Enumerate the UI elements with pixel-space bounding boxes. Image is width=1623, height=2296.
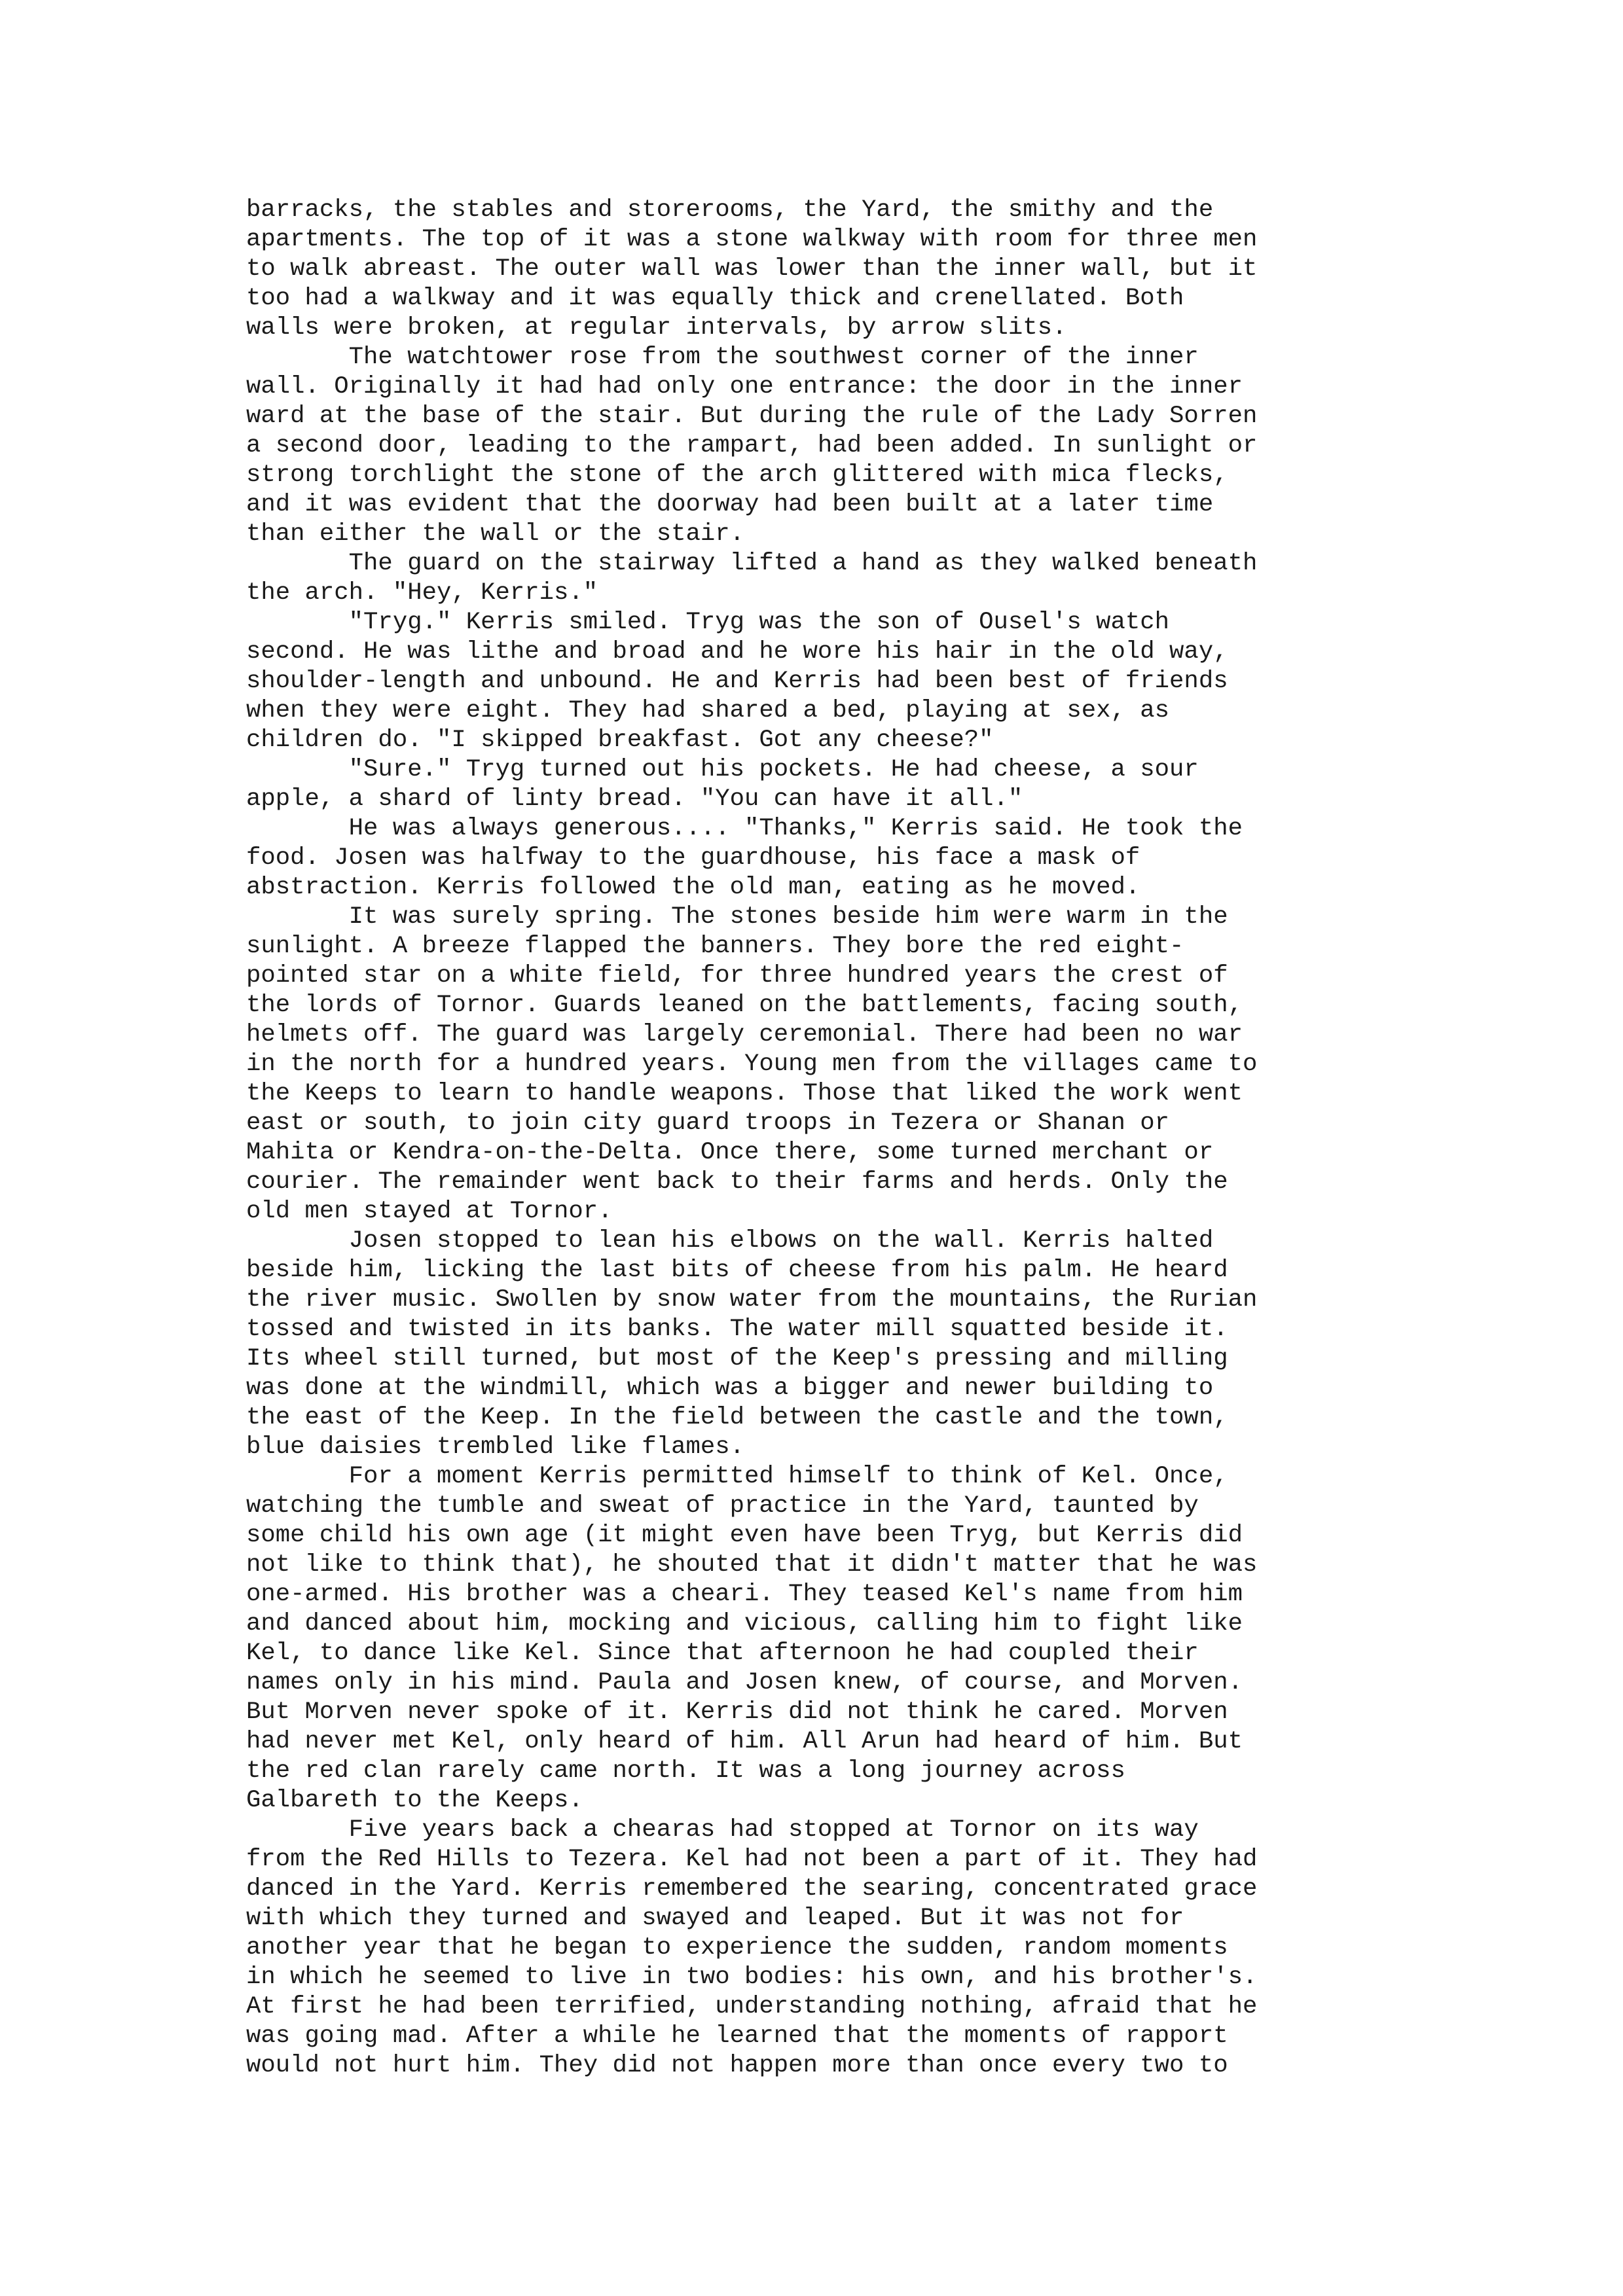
text-line: the river music. Swollen by snow water from the mountains, the Rurian xyxy=(246,1286,1258,1314)
text-line: second. He was lithe and broad and he wore his hair in the old way, xyxy=(246,638,1228,666)
text-line: children do. "I skipped breakfast. Got any cheese?" xyxy=(246,726,994,754)
text-line: Its wheel still turned, but most of the Keep's pressing and milling xyxy=(246,1345,1228,1372)
text-line: apple, a shard of linty bread. "You can have it all." xyxy=(246,785,1023,813)
text-line: barracks, the stables and storerooms, the Yard, the smithy and the xyxy=(246,196,1214,224)
text-line: would not hurt him. They did not happen more than once every two to xyxy=(246,2052,1228,2079)
text-line: apartments. The top of it was a stone walkway with room for three men xyxy=(246,226,1258,253)
text-line: to walk abreast. The outer wall was lower than the inner wall, but it xyxy=(246,255,1258,283)
text-line: the lords of Tornor. Guards leaned on the battlements, facing south, xyxy=(246,992,1243,1019)
text-line: pointed star on a white field, for three hundred years the crest of xyxy=(246,962,1228,990)
text-line: than either the wall or the stair. xyxy=(246,520,744,548)
text-line: east or south, to join city guard troops in Tezera or Shanan or xyxy=(246,1109,1170,1137)
text-line: not like to think that), he shouted that it didn't matter that he was xyxy=(246,1551,1258,1579)
text-line: helmets off. The guard was largely ceremonial. There had been no war xyxy=(246,1021,1243,1049)
text-line: in the north for a hundred years. Young men from the villages came to xyxy=(246,1050,1258,1078)
text-line: walls were broken, at regular intervals, by arrow slits. xyxy=(246,314,1067,342)
text-line: was going mad. After a while he learned that the moments of rapport xyxy=(246,2022,1228,2050)
text-line: the Keeps to learn to handle weapons. Those that liked the work went xyxy=(246,1080,1243,1107)
text-line: old men stayed at Tornor. xyxy=(246,1198,613,1225)
text-line: It was surely spring. The stones beside him were warm in the xyxy=(246,903,1228,931)
text-line: watching the tumble and sweat of practice in the Yard, taunted by xyxy=(246,1492,1199,1520)
text-line: food. Josen was halfway to the guardhouse, his face a mask of xyxy=(246,844,1140,872)
text-line: another year that he began to experience the sudden, random moments xyxy=(246,1934,1228,1962)
text-line: "Sure." Tryg turned out his pockets. He had cheese, a sour xyxy=(246,756,1199,783)
text-line: danced in the Yard. Kerris remembered the searing, concentrated grace xyxy=(246,1875,1258,1903)
text-line: from the Red Hills to Tezera. Kel had not been a part of it. They had xyxy=(246,1846,1258,1873)
text-line: too had a walkway and it was equally thick and crenellated. Both xyxy=(246,285,1184,312)
text-line: with which they turned and swayed and leaped. But it was not for xyxy=(246,1905,1184,1932)
text-line: "Tryg." Kerris smiled. Tryg was the son of Ousel's watch xyxy=(246,609,1170,636)
text-line: But Morven never spoke of it. Kerris did not think he cared. Morven xyxy=(246,1698,1228,1726)
text-line: Five years back a chearas had stopped at Tornor on its way xyxy=(246,1816,1199,1844)
text-line: some child his own age (it might even have been Tryg, but Kerris did xyxy=(246,1522,1243,1549)
text-line: the red clan rarely came north. It was a long journey across xyxy=(246,1757,1125,1785)
text-line: He was always generous.... "Thanks," Kerris said. He took the xyxy=(246,815,1243,842)
text-line: in which he seemed to live in two bodies: his own, and his brother's. xyxy=(246,1964,1258,1991)
text-line: blue daisies trembled like flames. xyxy=(246,1433,744,1461)
text-line: when they were eight. They had shared a bed, playing at sex, as xyxy=(246,697,1170,725)
text-line: Galbareth to the Keeps. xyxy=(246,1787,583,1814)
text-line: Josen stopped to lean his elbows on the wall. Kerris halted xyxy=(246,1227,1214,1255)
text-line: and it was evident that the doorway had been built at a later time xyxy=(246,491,1214,518)
text-line: shoulder-length and unbound. He and Kerris had been best of friends xyxy=(246,668,1228,695)
text-line: a second door, leading to the rampart, had been added. In sunlight or xyxy=(246,432,1258,459)
text-line: strong torchlight the stone of the arch glittered with mica flecks, xyxy=(246,461,1228,489)
text-line: For a moment Kerris permitted himself to think of Kel. Once, xyxy=(246,1463,1228,1490)
text-line: Kel, to dance like Kel. Since that afternoon he had coupled their xyxy=(246,1640,1199,1667)
text-line: names only in his mind. Paula and Josen knew, of course, and Morven. xyxy=(246,1669,1243,1696)
text-line xyxy=(246,2081,1398,2110)
text-line: and danced about him, mocking and vicious, calling him to fight like xyxy=(246,1610,1243,1638)
text-line: ward at the base of the stair. But during the rule of the Lady Sorren xyxy=(246,403,1258,430)
text-line: courier. The remainder went back to their farms and herds. Only the xyxy=(246,1168,1228,1196)
text-line: was done at the windmill, which was a bigger and newer building to xyxy=(246,1374,1214,1402)
text-line: the arch. "Hey, Kerris." xyxy=(246,579,598,607)
text-line: had never met Kel, only heard of him. All Arun had heard of him. But xyxy=(246,1728,1243,1755)
text-line: At first he had been terrified, understanding nothing, afraid that he xyxy=(246,1993,1258,2020)
text-line: abstraction. Kerris followed the old man, eating as he moved. xyxy=(246,874,1140,901)
text-line: Mahita or Kendra-on-the-Delta. Once there, some turned merchant or xyxy=(246,1139,1214,1166)
text-line: the east of the Keep. In the field between the castle and the town, xyxy=(246,1404,1228,1431)
text-line: tossed and twisted in its banks. The water mill squatted beside it. xyxy=(246,1316,1228,1343)
text-line: one-armed. His brother was a cheari. They teased Kel's name from him xyxy=(246,1581,1243,1608)
text-line: beside him, licking the last bits of cheese from his palm. He heard xyxy=(246,1257,1228,1284)
text-line: sunlight. A breeze flapped the banners. They bore the red eight- xyxy=(246,933,1184,960)
text-line: wall. Originally it had had only one entrance: the door in the inner xyxy=(246,373,1243,401)
text-line: The watchtower rose from the southwest corner of the inner xyxy=(246,344,1199,371)
text-line: The guard on the stairway lifted a hand as they walked beneath xyxy=(246,550,1258,577)
document-page xyxy=(246,196,1398,2110)
